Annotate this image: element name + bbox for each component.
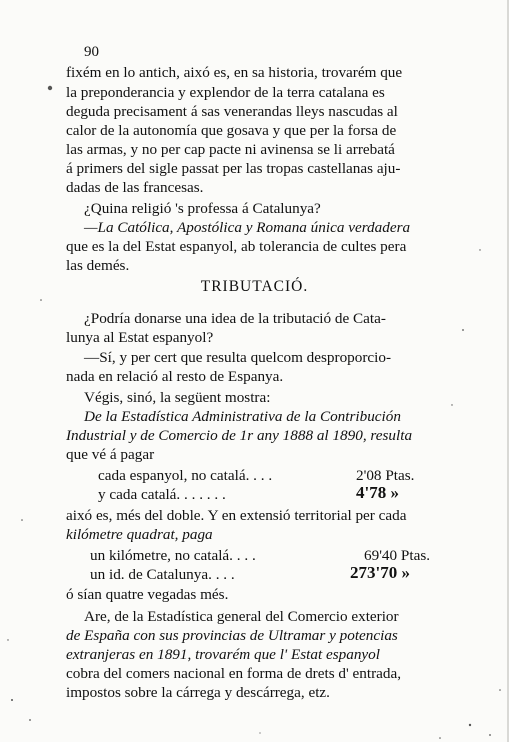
answer-line: —Sí, y per cert que resulta quelcom desproporcio-	[84, 349, 392, 366]
text-line: de España con sus provincias de Ultramar y potencias	[66, 627, 398, 644]
text-line: deguda precisament á sas venerandas lleys nascudas al	[66, 103, 398, 120]
text-line: cobra del comers nacional en forma de drets d' entrada,	[66, 665, 402, 682]
question-line: ¿Podría donarse una idea de la tributació de Cata-	[84, 310, 386, 327]
table-row-label: un id. de Catalunya. . . .	[90, 566, 235, 583]
table-row-value: 273'70 »	[350, 563, 410, 582]
text-line: las armas, y no per cap pacte ni avinensa se li arrebatá	[66, 141, 395, 158]
text-line: impostos sobre la cárrega y descárrega, etz.	[66, 684, 330, 701]
text-line: kilómetre quadrat, paga	[66, 526, 213, 543]
text-line: á primers del sigle passat per las tropas castellanas aju-	[66, 160, 401, 177]
table-row-label: un kilómetre, no catalá. . . .	[90, 547, 256, 564]
table-row-value: 2'08 Ptas.	[356, 467, 415, 484]
table-row-label: y cada catalá. . . . . . .	[98, 486, 226, 503]
text-line: dadas de las francesas.	[66, 179, 204, 196]
text-line: fixém en lo antich, aixó es, en sa historia, trovarém que	[66, 64, 403, 81]
table-row-label: cada espanyol, no catalá. . . .	[98, 467, 273, 484]
text-line: De la Estadística Administrativa de la Contribución	[84, 408, 401, 425]
text-line: Végis, sinó, la següent mostra:	[84, 389, 271, 406]
text-line: calor de la autonomía que gosava y que per la forsa de	[66, 122, 397, 139]
text-line: extranjeras en 1891, trovarém que l' Estat espanyol	[66, 646, 380, 663]
text-line: ó sían quatre vegadas més.	[66, 586, 229, 603]
answer-line: —La Católica, Apostólica y Romana única verdadera	[84, 219, 411, 236]
answer-line: nada en relació al resto de Espanya.	[66, 368, 284, 385]
text-line: la preponderancia y explendor de la terra catalana es	[66, 84, 385, 101]
text-line: aixó es, més del doble. Y en extensió territorial per cada	[66, 507, 407, 524]
text-line: Are, de la Estadística general del Comercio exterior	[84, 608, 399, 625]
question-line: lunya al Estat espanyol?	[66, 329, 214, 346]
answer-line: las demés.	[66, 257, 130, 274]
question-line: ¿Quina religió 's professa á Catalunya?	[84, 200, 321, 217]
page-number: 90	[84, 44, 99, 60]
table-row-value: 4'78 »	[356, 483, 399, 502]
text-line: que vé á pagar	[66, 446, 155, 463]
text-line: Industrial y de Comercio de 1r any 1888 al 1890, resulta	[66, 427, 413, 444]
answer-line: que es la del Estat espanyol, ab tolerancia de cultes pera	[66, 238, 407, 255]
section-heading: TRIBUTACIÓ.	[200, 278, 309, 295]
table-row-value: 69'40 Ptas.	[364, 547, 431, 564]
